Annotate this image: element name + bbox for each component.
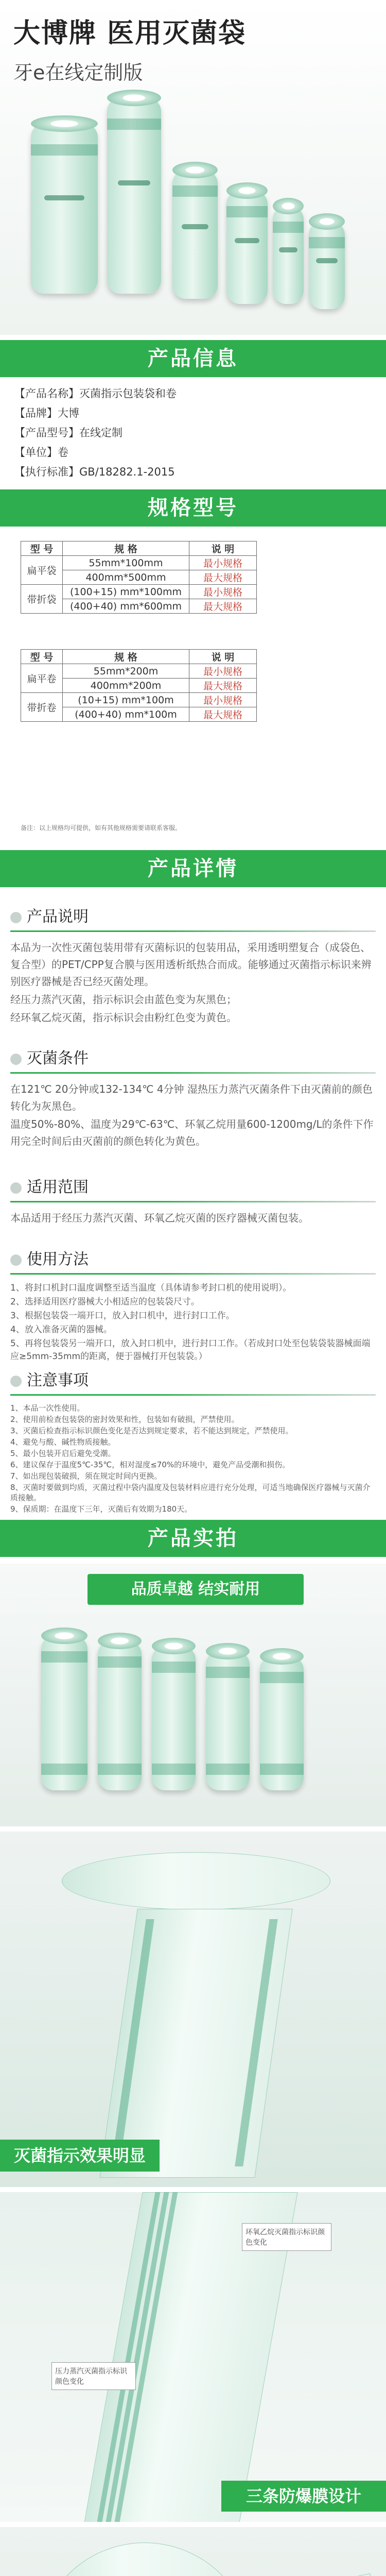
caption-indicator: 灭菌指示效果明显 xyxy=(0,2140,160,2172)
spec-size: 400mm*200m xyxy=(63,679,189,693)
hero-banner xyxy=(0,0,386,335)
spec-cat: 带折袋 xyxy=(21,585,63,614)
product-roll xyxy=(172,170,218,299)
spec-table-rolls xyxy=(21,649,257,722)
detail-line: 经环氧乙烷灭菌，指示标识会由粉红色变为黄色。 xyxy=(10,1011,237,1024)
spec-note: 最大规格 xyxy=(189,679,257,693)
product-rolls-image xyxy=(31,88,360,330)
bullet-icon xyxy=(10,1182,22,1194)
spec-cat: 扁平袋 xyxy=(21,556,63,585)
bullet-icon xyxy=(10,1376,22,1387)
detail-scope xyxy=(10,1177,376,1228)
detail-line: 2、使用前检查包装袋的密封效果和性，包装如有破损，严禁使用。 xyxy=(10,1415,239,1424)
info-name: 【产品名称】灭菌指示包装袋和卷 xyxy=(14,387,177,400)
detail-line: 2、选择适用医疗器械大小相适应的包装袋尺寸。 xyxy=(10,1297,200,1307)
photo-seals xyxy=(0,2192,386,2522)
detail-usage xyxy=(10,1249,376,1364)
product-roll xyxy=(107,98,161,294)
detail-title: 使用方法 xyxy=(27,1250,89,1268)
badge-quality: 品质卓越 结实耐用 xyxy=(87,1574,304,1605)
spec-cat: 扁平卷 xyxy=(21,664,63,693)
detail-line: 8、灭菌时要做到均质，灭菌过程中袋内温度及包装材料应进行充分处理，可适当地确保医疗器械与灭菌介质接触。 xyxy=(10,1483,371,1502)
brand-title: 大博牌 医用灭菌袋 xyxy=(13,18,247,49)
detail-line: 3、根据包装袋一端开口，放入封口机中，进行封口工作。 xyxy=(10,1311,235,1321)
spec-header-model: 型 号 xyxy=(21,650,63,664)
brand-tagline: 牙e在线定制版 xyxy=(13,61,143,84)
product-roll xyxy=(31,124,98,294)
detail-line: 4、避免与酸、碱性物质接触。 xyxy=(10,1437,116,1447)
spec-header-size: 规 格 xyxy=(63,541,189,556)
product-roll xyxy=(309,222,345,309)
photo-safety xyxy=(0,2527,386,2576)
detail-conditions xyxy=(10,1048,376,1151)
spec-note: 最小规格 xyxy=(189,585,257,599)
spec-size: (400+40) mm*100m xyxy=(63,707,189,722)
detail-title: 注意事项 xyxy=(27,1371,89,1389)
detail-line: 7、如出现包装破损，须在规定时间内更换。 xyxy=(10,1471,162,1481)
detail-title: 灭菌条件 xyxy=(27,1049,89,1067)
detail-line: 经压力蒸汽灭菌，指示标识会由蓝色变为灰黑色； xyxy=(10,993,237,1006)
spec-header-size: 规 格 xyxy=(63,650,189,664)
spec-note: 最大规格 xyxy=(189,707,257,722)
section-header-photos: 产品实拍 xyxy=(0,1520,386,1557)
detail-line: 1、将封口机封口温度调整至适当温度（具体请参考封口机的使用说明）。 xyxy=(10,1283,292,1293)
detail-line: 温度50%-80%、温度为29℃-63℃、环氧乙烷用量600-1200mg/L的条件下作用完全时间后由灭菌前的颜色转化为黄色。 xyxy=(10,1118,374,1147)
film-roll xyxy=(36,2543,253,2576)
callout-eo: 环氧乙烷灭菌指示标识颜色变化 xyxy=(242,2223,331,2251)
info-unit: 【单位】卷 xyxy=(14,446,68,459)
detail-line: 在121℃ 20分钟或132-134℃ 4分钟 湿热压力蒸汽灭菌条件下由灭菌前的颜色转化为灰黑色。 xyxy=(10,1083,373,1112)
spec-cat: 带折卷 xyxy=(21,693,63,722)
product-roll xyxy=(273,206,304,304)
info-model: 【产品型号】在线定制 xyxy=(14,427,122,439)
product-info-list xyxy=(14,384,375,482)
section-header-detail: 产品详情 xyxy=(0,850,386,887)
section-header-spec: 规格型号 xyxy=(0,489,386,527)
bullet-icon xyxy=(10,912,22,923)
spec-note: 最小规格 xyxy=(189,556,257,570)
detail-line: 本品适用于经压力蒸汽灭菌、环氧乙烷灭菌的医疗器械灭菌包装。 xyxy=(10,1212,309,1224)
detail-line: 5、最小包装开启后避免受潮。 xyxy=(10,1449,116,1458)
divider xyxy=(10,1394,376,1396)
detail-line: 1、本品一次性使用。 xyxy=(10,1403,85,1413)
spec-header-note: 说 明 xyxy=(189,650,257,664)
product-roll xyxy=(206,1651,250,1790)
detail-title: 产品说明 xyxy=(27,908,89,926)
photo-rolls xyxy=(0,1564,386,1826)
spec-note-text: 备注：以上规格均可提供，如有其他规格需要请联系客服。 xyxy=(21,824,182,832)
spec-size: (100+15) mm*100mm xyxy=(63,585,189,599)
spec-header-model: 型 号 xyxy=(21,541,63,556)
divider xyxy=(10,1072,376,1074)
spec-note: 最大规格 xyxy=(189,599,257,614)
spec-size: 400mm*500mm xyxy=(63,570,189,585)
divider xyxy=(10,1273,376,1275)
detail-line: 9、保质期：在温度下三年，灭菌后有效期为180天。 xyxy=(10,1504,192,1514)
badge-seals: 三条防爆膜设计 xyxy=(221,2481,386,2512)
spec-size: 55mm*200m xyxy=(63,664,189,679)
detail-title: 适用范围 xyxy=(27,1178,89,1196)
detail-line: 5、再将包装袋另一端开口，放入封口机中，进行封口工作。（若成封口处至包装袋装器械面端应≥5mm-35mm的距离，便于器械打开包装袋。） xyxy=(10,1338,371,1362)
callout-steam: 压力蒸汽灭菌指示标识颜色变化 xyxy=(51,2362,136,2390)
photo-indicator xyxy=(0,1832,386,2187)
product-roll xyxy=(226,191,268,304)
product-roll xyxy=(41,1636,87,1790)
detail-line: 6、建议保存于温度5℃-35℃，相对湿度≤70%的环境中，避免产品受潮和损伤。 xyxy=(10,1460,290,1469)
product-roll xyxy=(98,1641,142,1790)
spec-note: 最小规格 xyxy=(189,693,257,707)
divider xyxy=(10,1201,376,1202)
bullet-icon xyxy=(10,1255,22,1266)
product-roll xyxy=(152,1646,196,1790)
spec-table-bags xyxy=(21,541,257,614)
divider xyxy=(10,930,376,932)
detail-line: 3、灭菌后检查指示标识颜色变化是否达到规定要求，若不能达到规定，严禁使用。 xyxy=(10,1426,293,1435)
product-roll xyxy=(260,1656,304,1790)
info-brand: 【品牌】大博 xyxy=(14,407,79,419)
spec-note: 最大规格 xyxy=(189,570,257,585)
film-roll xyxy=(62,1852,330,1910)
spec-header-note: 说 明 xyxy=(189,541,257,556)
spec-size: (10+15) mm*100m xyxy=(63,693,189,707)
spec-size: (400+40) mm*600mm xyxy=(63,599,189,614)
bullet-icon xyxy=(10,1054,22,1065)
spec-note: 最小规格 xyxy=(189,664,257,679)
info-standard: 【执行标准】GB/18282.1-2015 xyxy=(14,466,175,478)
detail-line: 本品为一次性灭菌包装用带有灭菌标识的包装用品，采用透明塑复合（成袋色、复合型）的PET/CPP复合膜与医用透析纸热合而成。能够通过灭菌指示标识来辨别医疗器械是否已经灭菌处理。 xyxy=(10,941,372,988)
detail-precautions xyxy=(10,1370,376,1515)
film-strip xyxy=(218,2573,380,2576)
detail-line: 4、放入准备灭菌的器械。 xyxy=(10,1325,112,1335)
detail-description xyxy=(10,907,376,1027)
section-header-info: 产品信息 xyxy=(0,340,386,377)
spec-size: 55mm*100mm xyxy=(63,556,189,570)
